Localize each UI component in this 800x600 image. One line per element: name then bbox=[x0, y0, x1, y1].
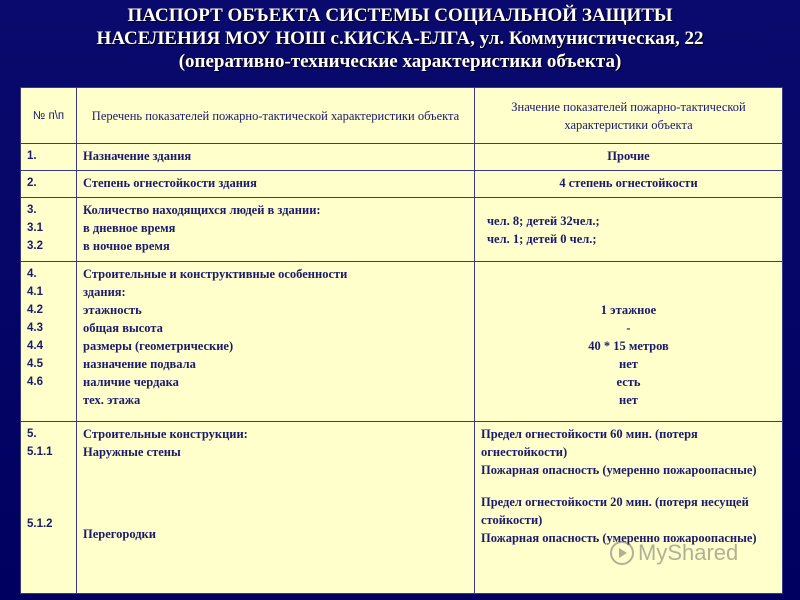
indicator-text: Строительные и конструктивные особенности bbox=[83, 267, 348, 281]
value-text: Предел огнестойкости 20 мин. (потеря несущей стойкости) bbox=[481, 495, 749, 527]
row-number: 4.5 bbox=[27, 358, 43, 370]
indicator-text: этажность bbox=[83, 303, 142, 317]
value-text: чел. 8; детей 32чел.; bbox=[487, 213, 600, 228]
row-number: 4.3 bbox=[27, 322, 43, 334]
table-row bbox=[21, 171, 783, 198]
table-row bbox=[21, 262, 783, 422]
page-title bbox=[0, 4, 800, 73]
value-text: - bbox=[626, 321, 631, 335]
value-text: нет bbox=[619, 357, 638, 371]
value-text: Пожарная опасность (умеренно пожароопасные) bbox=[481, 463, 757, 477]
title-line-1: ПАСПОРТ ОБЪЕКТА СИСТЕМЫ СОЦИАЛЬНОЙ ЗАЩИТЫ bbox=[127, 5, 673, 26]
indicator-text: Строительные конструкции: bbox=[83, 427, 248, 441]
row-number: 3.1 bbox=[27, 222, 43, 234]
row-number: 4. bbox=[27, 268, 37, 280]
indicator-text: в ночное время bbox=[83, 239, 170, 253]
value-text: 40 * 15 метров bbox=[588, 339, 669, 353]
row-number: 2. bbox=[27, 177, 37, 189]
header-value: Значение показателей пожарно-тактической характеристики объекта bbox=[475, 88, 783, 144]
row-number: 5.1.1 bbox=[27, 446, 53, 458]
value-text: 1 этажное bbox=[600, 303, 657, 317]
header-num: № п\п bbox=[21, 88, 77, 144]
row-number: 5.1.2 bbox=[27, 518, 53, 530]
table-row bbox=[21, 198, 783, 262]
row-number: 5. bbox=[27, 428, 37, 440]
indicator-text: назначение подвала bbox=[83, 357, 196, 371]
indicator-text: общая высота bbox=[83, 321, 163, 335]
indicator-text: размеры (геометрические) bbox=[83, 339, 234, 353]
title-line-3: (оперативно-технические характеристики объекта) bbox=[178, 51, 622, 72]
table-row bbox=[21, 422, 783, 594]
indicator-text: здания: bbox=[83, 285, 126, 299]
title-line-2: НАСЕЛЕНИЯ МОУ НОШ с.КИСКА-ЕЛГА, ул. Коммунистическая, 22 bbox=[96, 28, 704, 49]
indicator-text: Наружные стены bbox=[83, 445, 181, 459]
row-number: 4.2 bbox=[27, 304, 43, 316]
row-number: 4.6 bbox=[27, 376, 43, 388]
table-header-row bbox=[21, 88, 783, 144]
indicator-text: Количество находящихся людей в здании: bbox=[83, 203, 321, 217]
header-indicator: Перечень показателей пожарно-тактической характеристики объекта bbox=[77, 88, 475, 144]
value-text: Пожарная опасность (умеренно пожароопасные) bbox=[481, 531, 757, 545]
row-number: 4.4 bbox=[27, 340, 43, 352]
indicator-text: Степень огнестойкости здания bbox=[83, 176, 257, 190]
value-text: чел. 1; детей 0 чел.; bbox=[487, 231, 597, 246]
table-row bbox=[21, 144, 783, 171]
row-number: 3. bbox=[27, 204, 37, 216]
row-number: 1. bbox=[27, 150, 37, 162]
value-text: Предел огнестойкости 60 мин. (потеря огнестойкости) bbox=[481, 427, 698, 459]
value-text: Прочие bbox=[607, 149, 650, 163]
indicator-text: наличие чердака bbox=[83, 375, 179, 389]
passport-table bbox=[20, 87, 783, 594]
indicator-text: Перегородки bbox=[83, 527, 156, 541]
indicator-text: в дневное время bbox=[83, 221, 176, 235]
value-text: 4 степень огнестойкости bbox=[559, 176, 698, 190]
watermark-text: MyShared bbox=[638, 540, 739, 566]
row-number: 3.2 bbox=[27, 240, 43, 252]
indicator-text: Назначение здания bbox=[83, 149, 192, 163]
value-text: есть bbox=[616, 375, 641, 389]
value-text: нет bbox=[619, 393, 638, 407]
row-number: 4.1 bbox=[27, 286, 43, 298]
indicator-text: тех. этажа bbox=[83, 393, 141, 407]
